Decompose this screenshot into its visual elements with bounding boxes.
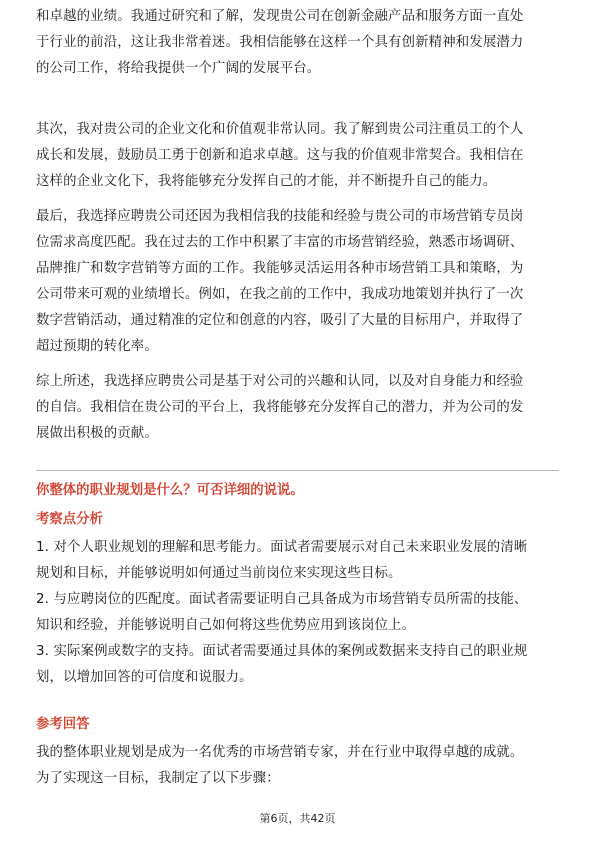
text-line: 最后，我选择应聘贵公司还因为我相信我的技能和经验与贵公司的市场营销专员岗 (36, 209, 524, 224)
text-line: 数字营销活动，通过精准的定位和创意的内容，吸引了大量的目标用户，并取得了 (36, 313, 524, 328)
text-line: 划，以增加回答的可信度和说服力。 (36, 670, 253, 685)
paragraph-summary (36, 369, 562, 447)
page-number: 第6页，共42页 (259, 812, 336, 825)
answer-heading: 参考回答 (36, 717, 90, 732)
text-line: 的自信。我相信在贵公司的平台上，我将能够充分发挥自己的潜力，并为公司的发 (36, 400, 524, 415)
text-line: 规划和目标，并能够说明如何通过当前岗位来实现这些目标。 (36, 566, 402, 581)
text-line: 其次，我对贵公司的企业文化和价值观非常认同。我了解到贵公司注重员工的个人 (36, 122, 524, 137)
section-divider (36, 470, 559, 471)
text-line: 位需求高度匹配。我在过去的工作中积累了丰富的市场营销经验，熟悉市场调研、 (36, 235, 524, 250)
answer-paragraph (36, 740, 562, 792)
text-line: 和卓越的业绩。我通过研究和了解，发现贵公司在创新金融产品和服务方面一直处 (36, 9, 524, 24)
text-line: 综上所述，我选择应聘贵公司是基于对公司的兴趣和认同，以及对自身能力和经验 (36, 374, 524, 389)
text-line: 展做出积极的贡献。 (36, 426, 158, 441)
analysis-item-3: 3. 实际案例或数字的支持。面试者需要通过具体的案例或数据来支持自己的职业规 (36, 644, 528, 659)
text-line: 这样的企业文化下，我将能够充分发挥自己的才能，并不断提升自己的能力。 (36, 174, 497, 189)
text-line: 的公司工作，将给我提供一个广阔的发展平台。 (36, 61, 321, 76)
question-heading: 你整体的职业规划是什么？可否详细的说说。 (36, 483, 304, 498)
text-line: 品牌推广和数字营销等方面的工作。我能够灵活运用各种市场营销工具和策略，为 (36, 261, 524, 276)
text-line: 于行业的前沿，这让我非常着迷。我相信能够在这样一个具有创新精神和发展潜力 (36, 35, 524, 50)
analysis-heading: 考察点分析 (36, 512, 103, 527)
text-line: 为了实现这一目标，我制定了以下步骤： (36, 771, 280, 786)
analysis-item-2: 2. 与应聘岗位的匹配度。面试者需要证明自己具备成为市场营销专员所需的技能、 (36, 592, 528, 607)
analysis-list (36, 535, 562, 691)
analysis-item-1: 1. 对个人职业规划的理解和思考能力。面试者需要展示对自己未来职业发展的清晰 (36, 540, 528, 555)
paragraph-company-culture (36, 117, 562, 195)
text-line: 成长和发展，鼓励员工勇于创新和追求卓越。这与我的价值观非常契合。我相信在 (36, 148, 524, 163)
text-line: 公司带来可观的业绩增长。例如，在我之前的工作中，我成功地策划并执行了一次 (36, 287, 524, 302)
paragraph-company-innovation (36, 4, 562, 82)
text-line: 超过预期的转化率。 (36, 339, 158, 354)
text-line: 知识和经验，并能够说明自己如何将这些优势应用到该岗位上。 (36, 618, 416, 633)
text-line: 我的整体职业规划是成为一名优秀的市场营销专家，并在行业中取得卓越的成就。 (36, 745, 524, 760)
paragraph-skills-match (36, 204, 562, 360)
